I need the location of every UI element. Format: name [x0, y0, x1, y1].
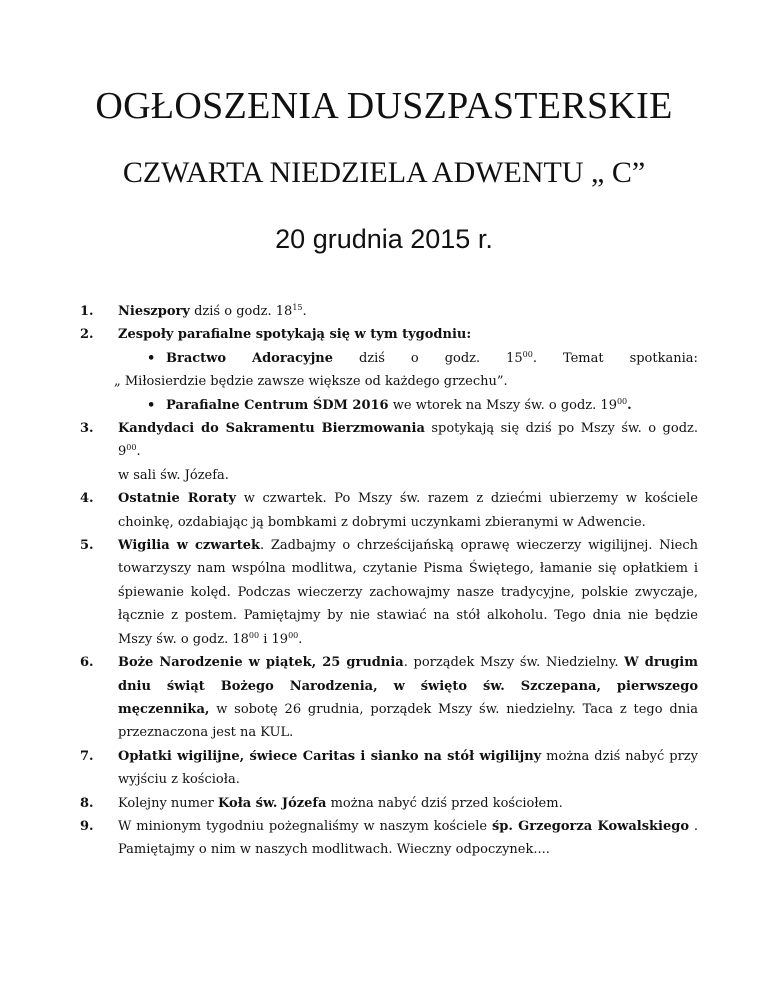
announcement-item: 6. Boże Narodzenie w piątek, 25 grudnia. porządek Mszy św. Niedzielny. W drugim dniu świąt Bożego Narodzenia, w święto św. Szczepana, pierwszego męczennika, w sobotę 26 grudnia, porządek Mszy św. niedzielny. Taca z tego dnia przeznaczona jest na KUL.	[80, 655, 698, 741]
bullet-icon: •	[147, 350, 156, 366]
announcement-item: 3. Kandydaci do Sakramentu Bierzmowania spotykają się dziś po Mszy św. o godz. $9^{00}$. w sali św. Józefa.	[80, 421, 698, 483]
announcement-item: 8. Kolejny numer Koła św. Józefa można nabyć dziś przed kościołem.	[80, 795, 563, 811]
sub-list	[118, 394, 698, 417]
page-subtitle: CZWARTA NIEDZIELA ADWENTU „ C”	[122, 156, 646, 189]
announcement-item: 4. Ostatnie Roraty w czwartek. Po Mszy św. razem z dziećmi ubierzemy w kościele choinkę, ozdabiając ją bombkami z dobrymi uczynkami zbieranymi w Adwencie.	[80, 491, 698, 530]
announcement-item: 2. Zespoły parafialne spotykają się w tym tygodniu: • Bractwo Adoracyjne dziś o godz. $15^{00}$. Temat spotkania: „ Miłosierdzie będzie zawsze większe od każdego grzechu”. • Parafialne Centrum ŚDM 2016 we wtorek na Mszy św. o godz. $19^{00}$.	[80, 323, 698, 417]
announcement-item: 7. Opłatki wigilijne, świece Caritas i sianko na stół wigilijny można dziś nabyć przy wyjściu z kościoła.	[80, 748, 698, 788]
sub-list-item: • Bractwo Adoracyjne dziś o godz. $15^{00}$. Temat spotkania:	[118, 347, 698, 370]
announcement-item: 5. Wigilia w czwartek. Zadbajmy o chrześcijańską oprawę wieczerzy wigilijnej. Niech towarzyszy nam wspólna modlitwa, czytanie Pisma Świętego, łamanie się opłatkiem i śpiewanie kolęd. Podczas wieczerzy zachowajmy nasze tradycyjne, polskie zwyczaje, łącznie z postem. Pamiętajmy by nie stawiać na stół alkoholu. Tego dnia nie będzie Mszy św. o godz. $18^{00}$ i $19^{00}$.	[80, 538, 698, 647]
sub-list-item: • Parafialne Centrum ŚDM 2016 we wtorek na Mszy św. o godz. $19^{00}$.	[118, 394, 698, 417]
bullet-icon: •	[147, 397, 156, 413]
announcement-item: 1. Nieszpory dziś o godz. $18^{15}$.	[80, 303, 307, 319]
announcement-item: 9. W minionym tygodniu pożegnaliśmy w naszym kościele śp. Grzegorza Kowalskiego . Pamiętajmy o nim w naszych modlitwach. Wieczny odpoczynek....	[80, 818, 699, 858]
page-title: OGŁOSZENIA DUSZPASTERSKIE	[95, 85, 673, 127]
announcements-list	[80, 300, 698, 862]
sub-list	[118, 347, 698, 370]
page-date: 20 grudnia 2015 r.	[275, 224, 493, 254]
